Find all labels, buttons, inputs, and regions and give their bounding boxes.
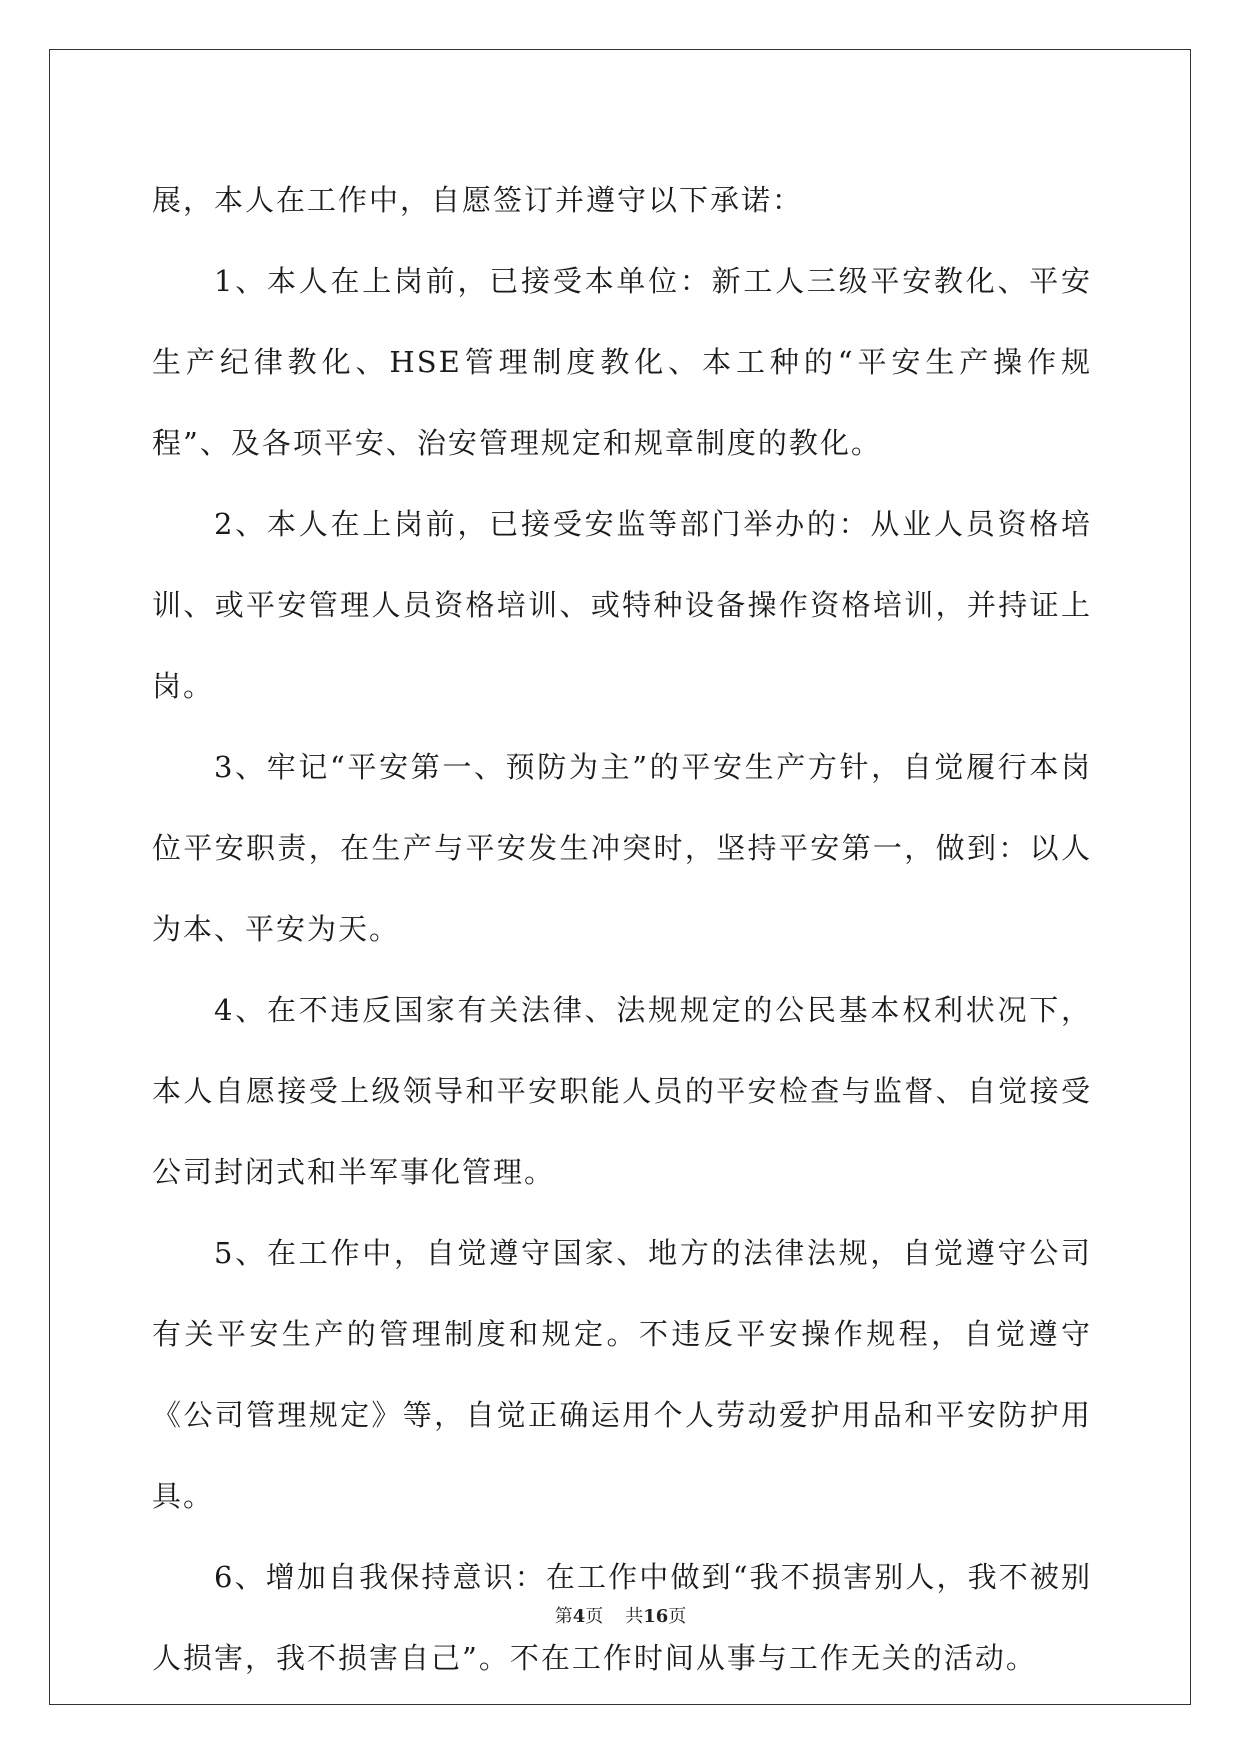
paragraph-item-4: 4、在不违反国家有关法律、法规规定的公民基本权利状况下，本人自愿接受上级领导和平安职能人员的平安检查与监督、自觉接受公司封闭式和半军事化管理。 — [152, 993, 1092, 1189]
page-footer — [0, 1602, 1241, 1628]
paragraph-continuation: 展，本人在工作中，自愿签订并遵守以下承诺： — [152, 183, 804, 217]
paragraph-item-6: 6、增加自我保持意识：在工作中做到“我不损害别人，我不被别人损害，我不损害自己”。不在工作时间从事与工作无关的活动。 — [152, 1560, 1092, 1675]
document-body — [152, 160, 1092, 1699]
total-pages: 16 — [643, 1606, 669, 1627]
page-suffix: 页 — [585, 1606, 604, 1627]
paragraph-item-1: 1、本人在上岗前，已接受本单位：新工人三级平安教化、平安生产纪律教化、HSE管理制度教化、本工种的“平安生产操作规程”、及各项平安、治安管理规定和规章制度的教化。 — [152, 264, 1092, 460]
total-prefix: 共 — [625, 1606, 644, 1627]
paragraph-item-2: 2、本人在上岗前，已接受安监等部门举办的：从业人员资格培训、或平安管理人员资格培训、或特种设备操作资格培训，并持证上岗。 — [152, 507, 1092, 703]
paragraph-item-5: 5、在工作中，自觉遵守国家、地方的法律法规，自觉遵守公司有关平安生产的管理制度和规定。不违反平安操作规程，自觉遵守《公司管理规定》等，自觉正确运用个人劳动爱护用品和平安防护用具。 — [152, 1236, 1092, 1513]
page-prefix: 第 — [554, 1606, 573, 1627]
page-number: 4 — [572, 1606, 586, 1627]
total-suffix: 页 — [668, 1606, 687, 1627]
paragraph-item-3: 3、牢记“平安第一、预防为主”的平安生产方针，自觉履行本岗位平安职责，在生产与平安发生冲突时，坚持平安第一，做到：以人为本、平安为天。 — [152, 750, 1092, 946]
